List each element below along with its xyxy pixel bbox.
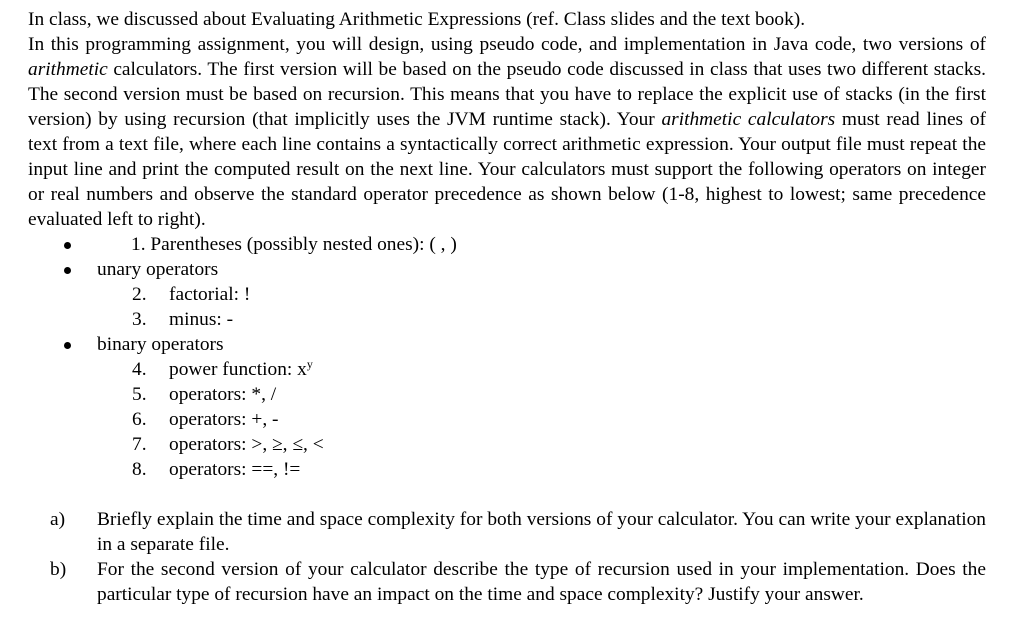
binary-item [28,432,986,457]
item-number: 7. [132,434,147,455]
description-italic-calculators: arithmetic calculators [661,109,836,130]
binary-item [28,407,986,432]
unary-item [28,282,986,307]
item-text: operators: ==, != [169,459,301,480]
description-italic-arithmetic: arithmetic [28,59,108,80]
binary-item [28,457,986,482]
item-text [169,357,313,382]
parentheses-rule: 1. Parentheses (possibly nested ones): ( , ) [131,234,457,255]
binary-item [28,382,986,407]
unary-heading: unary operators [97,259,219,280]
bullet-parentheses [28,232,986,257]
binary-heading: binary operators [97,334,224,355]
bullet-binary [28,332,986,357]
question-b [28,557,986,607]
item-number: 5. [132,384,147,405]
power-exponent: y [306,357,313,371]
power-text: power function: x [169,359,307,380]
question-text: For the second version of your calculator describe the type of recursion used in your implementation. Does the particular type of recursion have an impact on the time and space complexity? Justify your answer. [97,559,986,605]
bullet-dot-icon [64,242,71,249]
item-text: operators: *, / [169,384,277,405]
item-text: minus: - [169,309,234,330]
bullet-unary [28,257,986,282]
item-number: 3. [132,309,147,330]
item-number: 8. [132,459,147,480]
intro-line: In class, we discussed about Evaluating Arithmetic Expressions (ref. Class slides and the text book). [28,9,806,30]
description-text-c: must read lines of text from a text file, where each line contains a syntactically correct arithmetic expression. Your output file must repeat the input line and print the computed result on the next line. Your calculators must support the following operators on integer or real numbers and observe the standard operator precedence as shown below (1-8, highest to lowest; same precedence evaluated left to right). [28,109,986,230]
item-text: factorial: ! [169,284,251,305]
description-text-a: In this programming assignment, you will design, using pseudo code, and implementation in Java code, two versions of [28,34,986,55]
question-label: a) [50,509,66,530]
item-number: 4. [132,359,147,380]
bullet-dot-icon [64,342,71,349]
item-text: operators: +, - [169,409,279,430]
assignment-document [28,7,986,607]
item-number: 2. [132,284,147,305]
question-label: b) [50,559,67,580]
bullet-dot-icon [64,267,71,274]
item-number: 6. [132,409,147,430]
binary-item-power [28,357,986,382]
spacer [28,482,986,507]
question-a [28,507,986,557]
item-text: operators: >, ≥, ≤, < [169,434,324,455]
description-text-b: calculators. The first version will be based on the pseudo code discussed in class that uses two different stacks. The second version must be based on recursion. This means that you have to replace the explicit use of stacks (in the first version) by using recursion (that implicitly uses the JVM runtime stack). Your [28,59,986,130]
unary-item [28,307,986,332]
question-text: Briefly explain the time and space complexity for both versions of your calculator. You can write your explanation in a separate file. [97,509,986,555]
assignment-description [28,32,986,232]
